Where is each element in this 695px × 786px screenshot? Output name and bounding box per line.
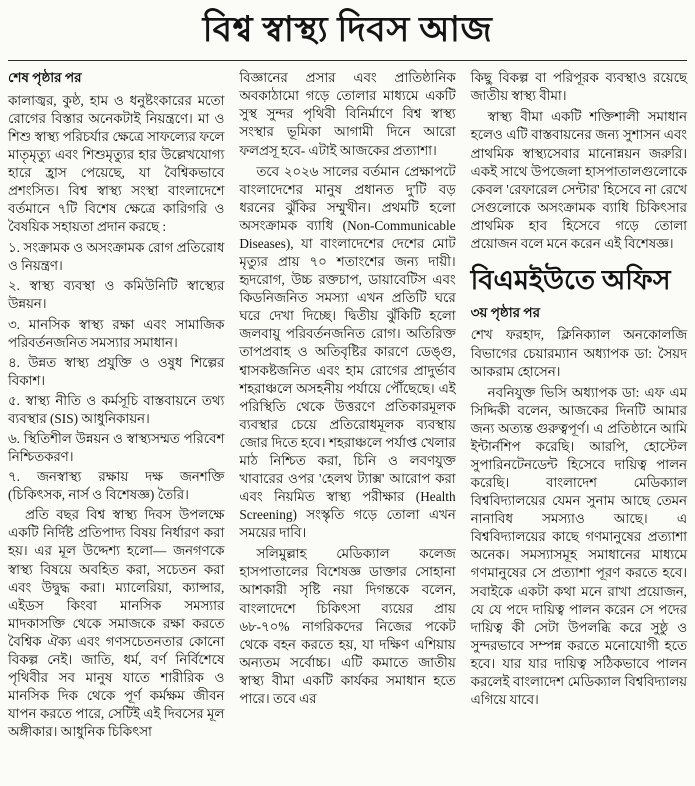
article-columns xyxy=(8,69,687,744)
numbered-item: ৪. উন্নত স্বাস্থ্য প্রযুক্তি ও ওষুধ শিল্পের বিকাশ। xyxy=(8,354,225,388)
continuation-marker-last-page: শেষ পৃষ্ঠার পর xyxy=(8,70,82,86)
article-column-left xyxy=(8,69,224,744)
numbered-item: ১. সংক্রামক ও অসংক্রামক রোগ প্রতিরোধ ও নিয়ন্ত্রণ। xyxy=(8,240,225,274)
numbered-item: ৭. জনস্বাস্থ্য রক্ষায় দক্ষ জনশক্তি (চিকিৎসক, নার্স ও বিশেষজ্ঞ) তৈরি। xyxy=(8,469,225,503)
paragraph: কিছু বিকল্প বা পরিপূরক ব্যবস্থাও রয়েছে জাতীয় স্বাস্থ্য বীমা। xyxy=(470,70,687,104)
paragraph: তবে ২০২৬ সালের বর্তমান প্রেক্ষাপটে বাংলাদেশের মানুষ প্রধানত দু'টি বড় ধরনের ঝুঁকির সম্মুখীন। প্রথমটি হলো অসংক্রামক ব্যাধি (Non-Communicable Diseases), যা বাংলাদেশের দেশের মোট মৃত্যুর প্রায় ৭০ শতাংশের জন্য দায়ী। হৃদরোগ, উচ্চ রক্তচাপ, ডায়াবেটিস এবং কিডনিজনিত সমস্যা এখন প্রতিটি ঘরে ঘরে দেখা দিচ্ছে। দ্বিতীয় ঝুঁকিটি হলো জলবায়ু পরিবর্তনজনিত রোগ। অতিরিক্ত তাপপ্রবাহ ও অতিবৃষ্টির কারণে ডেঙ্গু, শ্বাসকষ্টজনিত এবং হাম রোগের প্রাদুর্ভাব শহরাঞ্চলে অসহনীয় পর্যায়ে পৌঁছেছে। এই পরিস্থিতি থেকে উত্তরণে প্রতিকারমূলক ব্যবস্থার চেয়ে প্রতিরোধমূলক ব্যবস্থায় জোর দিতে হবে। শহরাঞ্চলে পর্যাপ্ত খেলার মাঠ নিশ্চিত করা, চিনি ও লবণযুক্ত খাবারের ওপর 'হেলথ ট্যাক্স' আরোপ করা এবং নিয়মিত স্বাস্থ্য পরীক্ষার (Health Screening) সংস্কৃতি গড়ে তোলা এখন সময়ের দাবি। xyxy=(239,163,456,541)
article-column-middle xyxy=(239,69,455,711)
article-headline: বিশ্ব স্বাস্থ্য দিবস আজ xyxy=(202,10,493,49)
paragraph: প্রতি বছর বিশ্ব স্বাস্থ্য দিবস উপলক্ষে একটি নির্দিষ্ট প্রতিপাদ্য বিষয় নির্ধারণ করা হয়। এর মূল উদ্দেশ্য হলো— জনগণকে স্বাস্থ্য বিষয়ে অবহিত করা, সচেতন করা এবং উদ্বুদ্ধ করা। ম্যালেরিয়া, ক্যান্সার, এইডস কিংবা মানসিক সমস্যার মাদকাসক্তি থেকে সমাজকে রক্ষা করতে বৈশ্বিক ঐক্য এবং গণসচেতনতার কোনো বিকল্প নেই। জাতি, ধর্ম, বর্ণ নির্বিশেষে পৃথিবীর সব মানুষ যাতে শারীরিক ও মানসিক দিক থেকে পূর্ণ কর্মক্ষম জীবন যাপন করতে পারে, সেটিই এই দিবসের মূল অঙ্গীকার। আধুনিক চিকিৎসা xyxy=(8,507,225,740)
paragraph: সলিমুল্লাহ মেডিক্যাল কলেজ হাসপাতালের বিশেষজ্ঞ ডাক্তার সোহানা আশকারী সৃষ্টি নয়া দিগন্তকে বলেন, বাংলাদেশে চিকিৎসা ব্যয়ের প্রায় ৬৮-৭০% নাগরিকদের নিজের পকেট থেকে বহন করতে হয়, যা দক্ষিণ এশিয়ায় অন্যতম সর্বোচ্চ। এটি কমাতে জাতীয় স্বাস্থ্য বীমা একটি কার্যকর সমাধান হতে পারে। তবে এর xyxy=(239,546,456,706)
paragraph: বিজ্ঞানের প্রসার এবং প্রাতিষ্ঠানিক অবকাঠামো গড়ে তোলার মাধ্যমে একটি সুস্থ সুন্দর পৃথিবী বিনির্মাণে বিশ্ব স্বাস্থ্য সংস্থার ভূমিকা আগামী দিনে আরো ফলপ্রসূ হবে- এটাই আজকের প্রত্যাশা। xyxy=(239,70,456,158)
paragraph: নবনিযুক্ত ভিসি অধ্যাপক ডা: এফ এম সিদ্দিকী বলেন, আজকের দিনটি আমার জন্য অত্যন্ত গুরুত্বপূর্ণ। এ প্রতিষ্ঠানে আমি ইন্টার্নশিপ করেছি। আরপি, হোস্টেল সুপারিনটেনডেন্ট হিসেবে দায়িত্ব পালন করেছি। বাংলাদেশ মেডিক্যাল বিশ্ববিদ্যালয়ের যেমন সুনাম আছে তেমন নানাবিধ সমস্যাও আছে। এ বিশ্ববিদ্যালয়ের কাছে গণমানুষের প্রত্যাশা অনেক। সমস্যাসমূহ সমাধানের মাধ্যমে গণমানুষের সে প্রত্যাশা পূরণ করতে হবে। সবাইকে একটা কথা মনে রাখা প্রয়োজন, যে যে পদে দায়িত্ব পালন করেন সে পদের দায়িত্ব কী সেটা উপলব্ধি করে সুষ্ঠু ও সুন্দরভাবে সম্পন্ন করতে মনোযোগী হতে হবে। যার যার দায়িত্ব সঠিকভাবে পালন করলেই বাংলাদেশ মেডিক্যাল বিশ্ববিদ্যালয় এগিয়ে যাবে। xyxy=(470,384,687,707)
paragraph: শেখ ফরহাদ, ক্লিনিক্যাল অনকোলজি বিভাগের চেয়ারম্যান অধ্যাপক ডা: সৈয়দ আকরাম হোসেন। xyxy=(470,327,687,379)
headline-divider xyxy=(8,60,687,61)
numbered-item: ৫. স্বাস্থ্য নীতি ও কর্মসূচি বাস্তবায়নে তথ্য ব্যবস্থার (SIS) আধুনিকায়ন। xyxy=(8,392,225,426)
section-headline-bmu-office: বিএমইউতে অফিস xyxy=(470,265,671,296)
continuation-marker-page-3: ৩য় পৃষ্ঠার পর xyxy=(470,305,541,321)
numbered-item: ৬. স্থিতিশীল উন্নয়ন ও স্বাস্থ্যসম্মত পরিবেশ নিশ্চিতকরণ। xyxy=(8,431,225,465)
numbered-item: ৩. মানসিক স্বাস্থ্য রক্ষা এবং সামাজিক পরিবর্তনজনিত সমস্যার সমাধান। xyxy=(8,316,225,350)
numbered-item: ২. স্বাস্থ্য ব্যবস্থা ও কমিউনিটি স্বাস্থ্যের উন্নয়ন। xyxy=(8,278,225,312)
paragraph: স্বাস্থ্য বীমা একটি শক্তিশালী সমাধান হলেও এটি বাস্তবায়নের জন্য সুশাসন এবং প্রাথমিক স্বাস্থ্যসেবার মানোন্নয়ন জরুরি। একই সাথে উপজেলা হাসপাতালগুলোকে কেবল 'রেফারেল সেন্টার' হিসেবে না রেখে সেগুলোকে অসংক্রামক ব্যাধি চিকিৎসার প্রাথমিক হাব হিসেবে গড়ে তোলা প্রয়োজন বলে মনে করেন এই বিশেষজ্ঞ। xyxy=(470,109,687,251)
article-column-right xyxy=(471,69,687,712)
paragraph: কালাজ্বর, কুষ্ঠ, হাম ও ধনুষ্টংকারের মতো রোগের বিস্তার অনেকটাই নিয়ন্ত্রণে। মা ও শিশু স্বাস্থ্য পরিচর্যার ক্ষেত্রে সাফল্যের ফলে মাতৃমৃত্যু এবং শিশুমৃত্যুর হার উল্লেখযোগ্য হারে হ্রাস পেয়েছে, যা বৈশ্বিকভাবে প্রশংসিত। বিশ্ব স্বাস্থ্য সংস্থা বাংলাদেশে বর্তমানে ৭টি বিশেষ ক্ষেত্রে কারিগরি ও বৈষয়িক সহায়তা প্রদান করছে : xyxy=(8,92,225,235)
